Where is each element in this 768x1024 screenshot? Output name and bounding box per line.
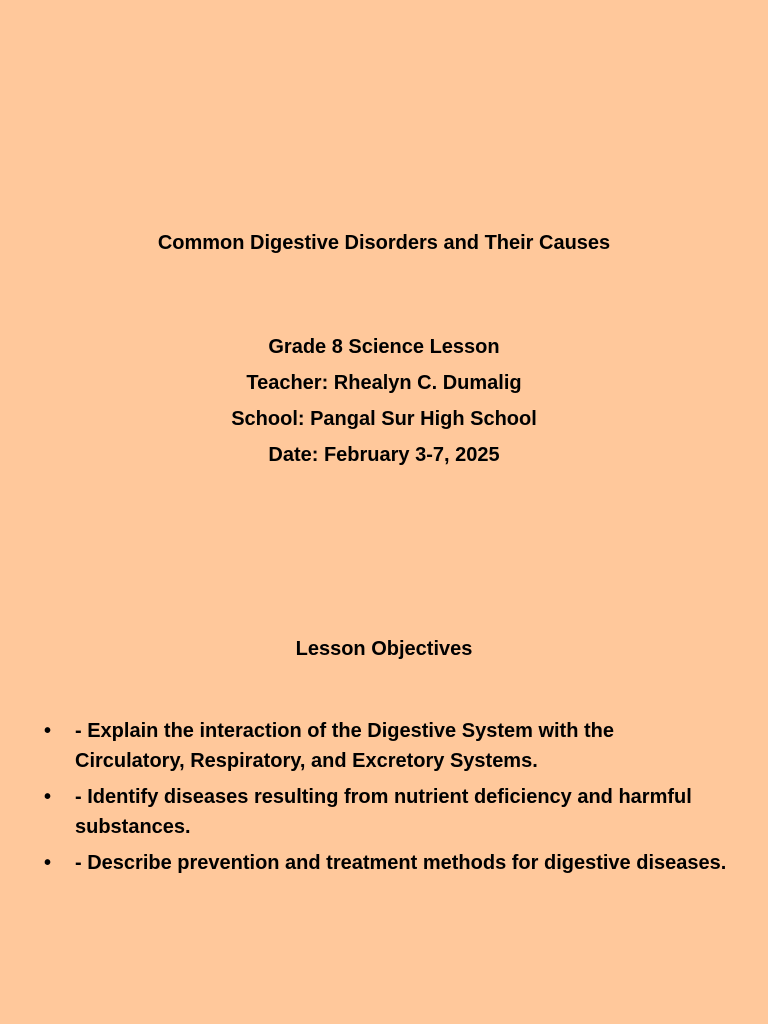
- teacher-name: Teacher: Rhealyn C. Dumalig: [246, 372, 522, 394]
- lesson-name: Grade 8 Science Lesson: [268, 336, 500, 358]
- list-item: [0, 848, 768, 878]
- objective-text: - Identify diseases resulting from nutrient deficiency and harmful substances.: [75, 786, 692, 838]
- objective-text: - Describe prevention and treatment methods for digestive diseases.: [75, 852, 727, 874]
- list-item: [0, 782, 768, 842]
- lesson-date: Date: February 3-7, 2025: [268, 444, 500, 466]
- page-title: Common Digestive Disorders and Their Causes: [157, 232, 611, 254]
- objectives-heading: Lesson Objectives: [295, 638, 473, 660]
- objectives-list: [0, 716, 768, 884]
- list-item: [0, 716, 768, 776]
- bullet-icon: •: [44, 852, 52, 874]
- bullet-icon: •: [44, 720, 52, 742]
- objective-text: - Explain the interaction of the Digestive System with the Circulatory, Respiratory, and Excretory Systems.: [75, 720, 614, 772]
- school-name: School: Pangal Sur High School: [231, 408, 537, 430]
- lesson-info: [0, 333, 768, 477]
- bullet-icon: •: [44, 786, 52, 808]
